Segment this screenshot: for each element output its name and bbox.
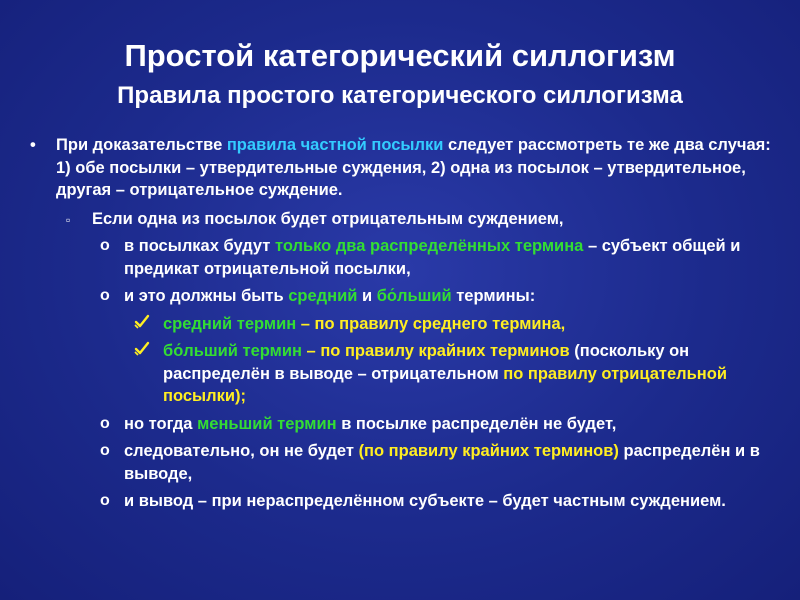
highlight-extreme-rule: по правилу крайних терминов (320, 342, 570, 360)
bullet-private-premise-rule (26, 134, 776, 202)
check-icon (134, 313, 150, 336)
text: и это должны быть (124, 287, 289, 305)
text: следует рассмотреть те же два случая: 1) обе посылки – утвердительные суждения, 2) одна из посылок – утвердительное, другая – отрицательное суждение. (56, 136, 771, 199)
text: но тогда (124, 414, 198, 433)
highlight-minor: меньший термин (197, 414, 337, 433)
bullet-middle-and-major (26, 285, 776, 308)
text: следовательно, он не будет (124, 442, 359, 460)
text: в посылке распределён не будет, (336, 414, 617, 433)
highlight-two-distributed: только два распределённых термина (274, 237, 584, 255)
bullet-marker: o (100, 442, 110, 459)
bullet-middle-term-rule (26, 313, 776, 336)
text: – (296, 314, 315, 333)
highlight-middle-rule: по правилу среднего термина, (314, 314, 566, 333)
text: Если одна из посылок будет отрицательным суждением, (92, 209, 564, 228)
slide-title: Простой категорический силлогизм (124, 38, 676, 73)
highlight-major: бо́льший (376, 287, 452, 305)
text: При доказательстве (56, 136, 227, 154)
highlight-extreme-rule: (по правилу крайних терминов) (358, 442, 619, 460)
text: – субъект общей и предикат отрицательной посылки, (124, 237, 741, 278)
text: и вывод – при нераспределённом субъекте – будет частным суждением. (124, 492, 726, 510)
text: и (357, 287, 377, 305)
bullet-marker: o (100, 237, 110, 254)
slide-subtitle: Правила простого категорического силлогизма (117, 82, 683, 109)
text: – (301, 342, 321, 360)
highlight-middle-term: средний термин (163, 314, 297, 333)
check-icon (134, 340, 150, 363)
highlight-private-premise: правила частной посылки (226, 136, 444, 154)
text: распределён и в выводе, (124, 442, 760, 483)
bullet-consequently (26, 440, 776, 485)
bullet-negative-premise (26, 208, 776, 231)
slide-body (26, 134, 776, 513)
bullet-minor-term (26, 413, 776, 436)
bullet-marker: ▫ (66, 212, 71, 227)
bullet-marker: o (100, 414, 110, 432)
text: термины: (451, 287, 536, 305)
bullet-marker: • (30, 136, 36, 154)
highlight-middle: средний (288, 287, 358, 305)
bullet-marker: o (100, 492, 110, 509)
highlight-major-term: бо́льший термин (163, 342, 302, 360)
bullet-marker: o (100, 287, 110, 304)
bullet-conclusion (26, 490, 776, 513)
bullet-major-term-rule (26, 340, 776, 408)
text: (поскольку он распределён в выводе – отрицательном (163, 342, 690, 383)
bullet-two-distributed-terms (26, 235, 776, 280)
text: в посылках будут (124, 237, 275, 255)
highlight-negative-rule: по правилу отрицательной посылки); (163, 364, 727, 405)
